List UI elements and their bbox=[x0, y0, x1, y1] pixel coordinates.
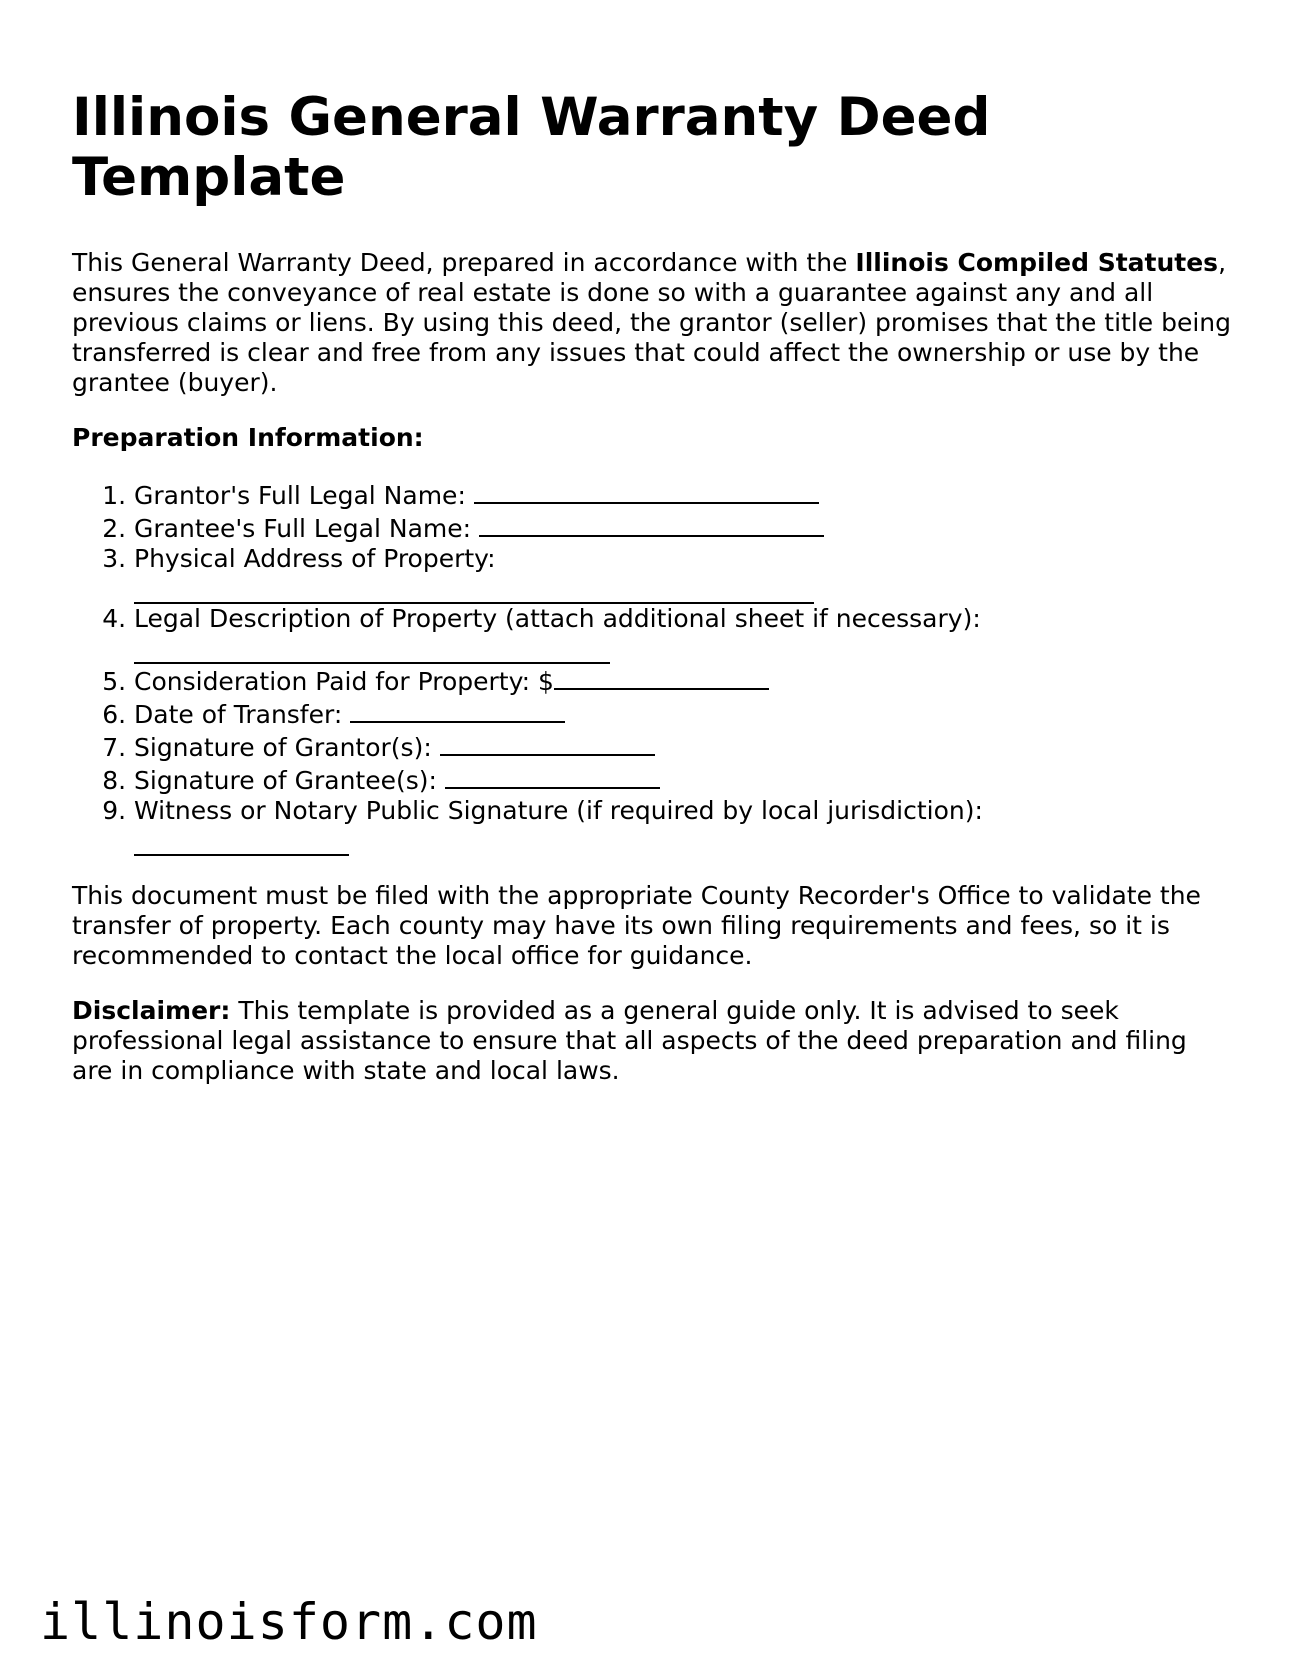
field-label: Consideration Paid for Property: $ bbox=[134, 667, 554, 696]
field-label: Legal Description of Property (attach additional sheet if necessary): bbox=[134, 604, 981, 633]
disclaimer-paragraph bbox=[72, 996, 1232, 1086]
field-label: Grantee's Full Legal Name: bbox=[134, 514, 479, 543]
intro-paragraph bbox=[72, 248, 1232, 398]
grantor-name-blank[interactable] bbox=[474, 478, 819, 504]
field-label: Physical Address of Property: bbox=[134, 544, 496, 573]
field-label: Witness or Notary Public Signature (if required by local jurisdiction): bbox=[134, 796, 983, 825]
disclaimer-text: This template is provided as a general guide only. It is advised to seek professional legal assistance to ensure that all aspects of the deed preparation and filing are in compliance with state and local laws. bbox=[72, 996, 1187, 1085]
field-grantee-signature bbox=[134, 763, 1232, 796]
grantee-signature-blank[interactable] bbox=[445, 763, 660, 789]
footer-brand-watermark: illinoisform.com bbox=[40, 1593, 538, 1651]
field-witness-signature bbox=[134, 796, 1232, 856]
intro-text-start: This General Warranty Deed, prepared in accordance with the bbox=[72, 248, 856, 277]
disclaimer-label: Disclaimer: bbox=[72, 996, 231, 1025]
consideration-blank[interactable] bbox=[554, 664, 769, 690]
field-label: Date of Transfer: bbox=[134, 700, 351, 729]
field-consideration-paid bbox=[134, 664, 1232, 697]
grantee-name-blank[interactable] bbox=[479, 511, 824, 537]
field-date-of-transfer bbox=[134, 697, 1232, 730]
field-grantor-signature bbox=[134, 730, 1232, 763]
field-grantee-name bbox=[134, 511, 1232, 544]
intro-statute-name: Illinois Compiled Statutes bbox=[855, 248, 1219, 277]
grantor-signature-blank[interactable] bbox=[440, 730, 655, 756]
intro-text-end: , ensures the conveyance of real estate is done so with a guarantee against any and all previous claims or liens. By using this deed, the grantor (seller) promises that the title being transferred is clear and free from any issues that could affect the ownership or use by the grantee (buyer). bbox=[72, 248, 1232, 397]
date-of-transfer-blank[interactable] bbox=[350, 697, 565, 723]
property-address-blank[interactable] bbox=[134, 574, 814, 604]
legal-description-blank[interactable] bbox=[134, 634, 610, 664]
document-title: Illinois General Warranty Deed Template bbox=[72, 87, 991, 208]
field-label: Grantor's Full Legal Name: bbox=[134, 481, 474, 510]
filing-note: This document must be filed with the appropriate County Recorder's Office to validate the transfer of property. Each county may have its own filing requirements and fees, so it is recommended to contact the local office for guidance. bbox=[72, 881, 1201, 970]
field-property-address bbox=[134, 544, 1232, 604]
field-grantor-name bbox=[134, 478, 1232, 511]
document-page bbox=[72, 88, 1232, 1086]
preparation-heading: Preparation Information: bbox=[72, 423, 424, 452]
preparation-fields-list bbox=[72, 478, 1232, 856]
field-label: Signature of Grantor(s): bbox=[134, 733, 440, 762]
field-legal-description bbox=[134, 604, 1232, 664]
field-label: Signature of Grantee(s): bbox=[134, 766, 445, 795]
witness-signature-blank[interactable] bbox=[134, 826, 349, 856]
